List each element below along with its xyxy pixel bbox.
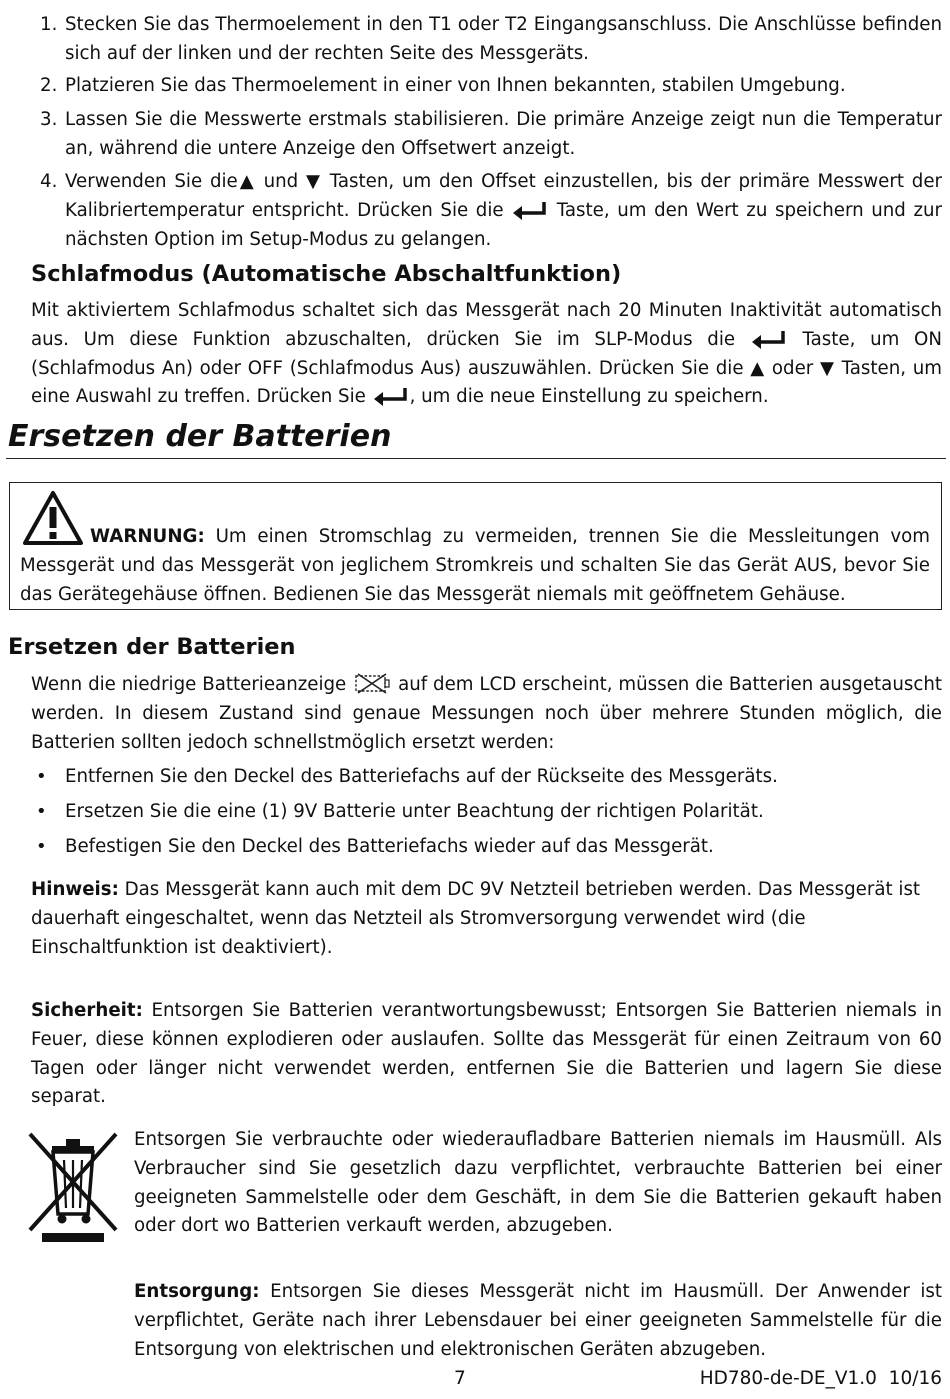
note-text: Das Messgerät kann auch mit dem DC 9V Netzteil betrieben werden. Das Messgerät ist dauerhaft eingeschaltet, wenn das Netzteil als Stromversorgung verwendet wird (die Einschaltfunktion ist deaktiviert). xyxy=(31,879,921,958)
document-id: HD780-de-DE_V1.0 10/16 xyxy=(699,1368,942,1389)
enter-key-icon xyxy=(372,386,410,406)
step-text-part: und xyxy=(255,171,306,192)
sleep-text-part: Tasten, um eine Auswahl zu treffen. Drücken Sie xyxy=(31,357,942,408)
step-text xyxy=(65,168,942,254)
step-text-part: Taste, um den Wert zu speichern und zur nächsten Option im Setup-Modus zu gelangen. xyxy=(65,199,942,250)
battery-intro xyxy=(31,671,942,757)
note-paragraph xyxy=(31,876,942,962)
warning-label: WARNUNG: xyxy=(90,526,205,547)
battery-step: Entfernen Sie den Deckel des Batteriefachs auf der Rückseite des Messgeräts. xyxy=(65,766,778,787)
bullet-icon: • xyxy=(36,766,47,787)
warning-text xyxy=(20,523,930,609)
battery-heading: Ersetzen der Batterien xyxy=(8,634,296,660)
crossed-out-bin-icon xyxy=(26,1130,122,1242)
entsorgung-label: Entsorgung: xyxy=(134,1281,260,1302)
section-divider xyxy=(6,458,946,459)
warning-box xyxy=(9,482,942,610)
down-arrow-icon: ▼ xyxy=(305,171,322,192)
sleep-mode-text xyxy=(31,297,942,412)
step-number: 2. xyxy=(40,75,58,96)
battery-intro-part: auf dem LCD erscheint, müssen die Batterien ausgetauscht werden. In diesem Zustand sind genaue Messungen noch über mehrere Stunden möglich, die Batterien sollten jedoch schnellstmöglich ersetzt werden: xyxy=(31,674,942,753)
warning-body: Um einen Stromschlag zu vermeiden, trennen Sie die Messleitungen vom Messgerät und das Messgerät von jeglichem Stromkreis und schalten Sie das Gerät AUS, bevor Sie das Gerätegehäuse öffnen. Bedienen Sie das Messgerät niemals mit geöffnetem Gehäuse. xyxy=(20,526,930,605)
step-text: Lassen Sie die Messwerte erstmals stabilisieren. Die primäre Anzeige zeigt nun die Temperatur an, während die untere Anzeige den Offsetwert anzeigt. xyxy=(65,109,942,159)
step-number: 3. xyxy=(40,109,58,130)
battery-step: Ersetzen Sie die eine (1) 9V Batterie unter Beachtung der richtigen Polarität. xyxy=(65,801,764,822)
up-arrow-icon: ▲ xyxy=(237,171,256,192)
safety-label: Sicherheit: xyxy=(31,1000,143,1021)
step-text: Platzieren Sie das Thermoelement in einer von Ihnen bekannten, stabilen Umgebung. xyxy=(65,75,846,96)
step-number: 4. xyxy=(40,171,58,192)
disposal-text: Entsorgen Sie verbrauchte oder wiederaufladbare Batterien niemals im Hausmüll. Als Verbraucher sind Sie gesetzlich dazu verpflichtet, verbrauchte Batterien bei einer geeigneten Sammelstelle oder dem Geschäft, in dem Sie die Batterien gekauft haben oder dort wo Batterien verkauft werden, abzugeben. xyxy=(134,1129,942,1237)
sleep-mode-heading: Schlafmodus (Automatische Abschaltfunktion) xyxy=(31,261,622,287)
note-label: Hinweis: xyxy=(31,879,119,900)
battery-step: Befestigen Sie den Deckel des Batteriefachs wieder auf das Messgerät. xyxy=(65,836,714,857)
enter-key-icon xyxy=(750,329,788,349)
entsorgung-paragraph xyxy=(134,1278,942,1364)
step-text: Stecken Sie das Thermoelement in den T1 oder T2 Eingangsanschluss. Die Anschlüsse befinden sich auf der linken und der rechten Seite des Messgeräts. xyxy=(65,14,942,64)
sleep-text-part: Mit aktiviertem Schlafmodus schaltet sich das Messgerät nach 20 Minuten Inaktivität automatisch aus. Um diese Funktion abzuschalten, drücken Sie im SLP-Modus die xyxy=(31,300,942,350)
sleep-text-part: , um die neue Einstellung zu speichern. xyxy=(409,386,769,408)
entsorgung-text: Entsorgen Sie dieses Messgerät nicht im Hausmüll. Der Anwender ist verpflichtet, Geräte nach ihrer Lebensdauer bei einer geeigneten Sammelstelle für die Entsorgung von elektrischen und elektronischen Geräten abzugeben. xyxy=(134,1281,942,1360)
sleep-text-part: Taste, um ON (Schlafmodus An) oder OFF (Schlafmodus Aus) auszuwählen. Drücken Sie die xyxy=(31,328,942,379)
battery-intro-part: Wenn die niedrige Batterieanzeige xyxy=(31,674,353,695)
sleep-text-part: oder xyxy=(765,357,820,379)
step-text-part: Tasten, um den Offset einzustellen, bis der primäre Messwert der Kalibriertemperatur entspricht. Drücken Sie die xyxy=(65,171,942,221)
up-arrow-icon: ▲ xyxy=(750,357,766,379)
step-text-part: Verwenden Sie die xyxy=(65,171,238,192)
enter-key-icon xyxy=(511,200,549,220)
safety-paragraph xyxy=(31,997,942,1112)
down-arrow-icon: ▼ xyxy=(820,357,835,379)
step-number: 1. xyxy=(40,14,58,35)
safety-text: Entsorgen Sie Batterien verantwortungsbewusst; Entsorgen Sie Batterien niemals in Feuer, diese können explodieren oder auslaufen. Sollte das Messgerät für einen Zeitraum von 60 Tagen oder länger nicht verwendet werden, entfernen Sie die Batterien und lagern Sie diese separat. xyxy=(31,1000,942,1108)
low-battery-icon xyxy=(352,672,392,694)
page-number: 7 xyxy=(454,1368,466,1389)
bullet-icon: • xyxy=(36,836,47,857)
bullet-icon: • xyxy=(36,801,47,822)
section-title: Ersetzen der Batterien xyxy=(8,419,392,454)
